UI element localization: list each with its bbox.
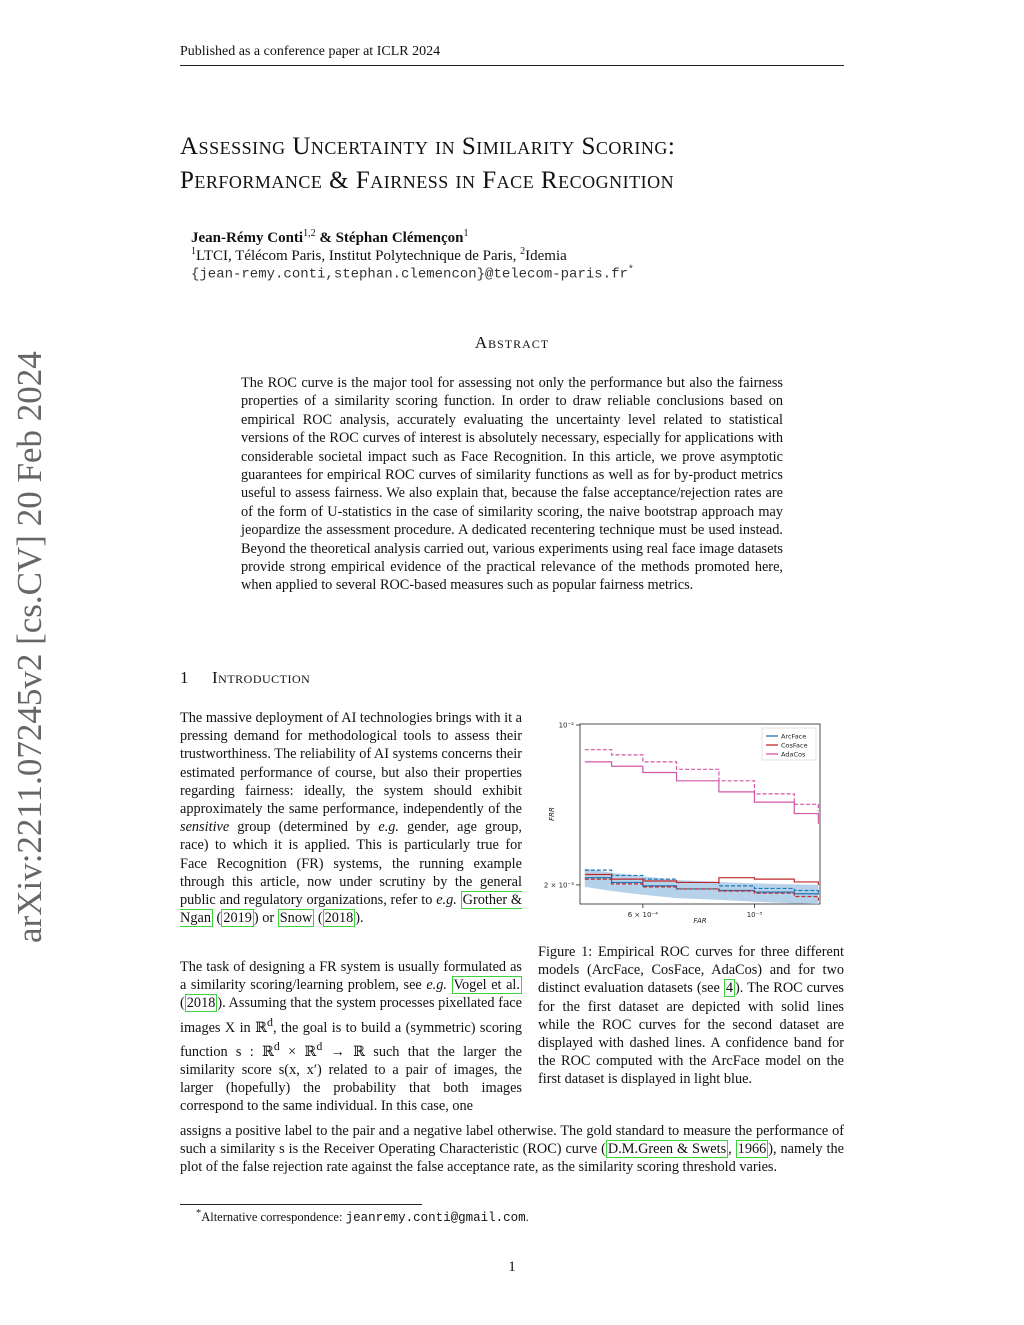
email-footnote-mark: * — [627, 265, 634, 276]
author-1: Jean-Rémy Conti — [191, 230, 304, 246]
author-2: & Stéphan Clémençon — [315, 230, 464, 246]
p2-text-e: → ℝ such that the larger the similarity score s(x, x′) related to a pair of images, the larger (hopefully) the probability that both images correspond to the same individual. In this case, one — [180, 1043, 522, 1114]
y-tick-label: 10⁻² — [558, 721, 574, 730]
section-heading — [180, 668, 310, 688]
p1-emph-eg2: e.g. — [436, 892, 457, 909]
affil-2: Idemia — [525, 248, 567, 264]
footnote-email[interactable]: jeanremy.conti@gmail.com — [345, 1211, 526, 1226]
author-email[interactable] — [191, 265, 634, 283]
citation-link-vogel[interactable]: Vogel et al. — [453, 977, 520, 994]
title-line-2: Performance & Fairness in Face Recognition — [180, 167, 675, 194]
roc-figure — [538, 716, 844, 934]
author-list — [191, 228, 469, 247]
affiliations — [191, 246, 567, 265]
p3-text-b: ), namely the plot of the false rejection rate against the false acceptance rate, as the similarity scoring threshold varies. — [180, 1141, 845, 1176]
affil-1: LTCI, Télécom Paris, Institut Polytechnique de Paris, — [196, 248, 521, 264]
arxiv-stamp[interactable]: arXiv:2211.07245v2 [cs.CV] 20 Feb 2024 — [10, 351, 49, 943]
paper-title — [180, 130, 880, 198]
intro-paragraph-2: The task of designing a FR system is usually formulated as a similarity scoring/learning problem, see e.g. Vogel et al. ( 2018 ). Assuming that the system processes pixellated face images X in ℝ$^d$, the goal is to build a (symmetric) scoring function s : ℝ$^d$ × ℝ$^d$ → ℝ such that the larger the similarity score s(x, x′) related to a pair of images, the larger (hopefully) the probability that both images correspond to the same individual. In this case, one — [180, 959, 523, 1114]
citation-link-snow[interactable]: Snow — [279, 910, 313, 927]
intro-paragraph-3: assigns a positive label to the pair and a negative label otherwise. The gold standard to measure the performance of such a similarity s is the Receiver Operating Characteristic (ROC) curve ( D.M.Green & Swets , 1966 ), namely the plot of the false rejection rate against the false acceptance rate, as the similarity scoring threshold varies. — [180, 1123, 845, 1176]
affil-1-mark: 1 — [191, 246, 196, 257]
intro-paragraph-1: The massive deployment of AI technologies brings with it a pressing demand for methodological tools to assess their trustworthiness. The reliability of AI systems concerns their estimated performance of course, but also their properties regarding fairness: ideally, the system should exhibit approximately the same performance, independently of the sensitive group (determined by e.g. gender, age group, race) to which it is applied. This is particularly true for Face Recognition (FR) systems, the running example through this article, now under scrutiny by the general public and regulatory organizations, refer to e.g. Grother & Ngan ( 2019 ) or Snow ( 2018 ). — [180, 710, 523, 927]
figure-caption — [538, 943, 844, 1089]
author-1-affil: 1,2 — [303, 228, 316, 239]
p1-text-c: gender, age group, race) to which it is applied. This is particularly true for Face Recognition (FR) systems, the running example through this article, now under scrutiny by the general public and regulatory organizations, refer to — [180, 819, 522, 909]
legend-label-arcface: ArcFace — [781, 732, 807, 741]
legend-label-cosface: CosFace — [781, 741, 808, 750]
series-line-adacos-solid — [585, 762, 819, 824]
p1-or: or — [258, 910, 278, 927]
legend-label-adacos: AdaCos — [781, 750, 806, 759]
citation-year-grother[interactable]: 2019 — [223, 910, 252, 927]
footnote-mark: * — [196, 1208, 202, 1219]
citation-link-green[interactable]: D.M.Green & Swets — [607, 1141, 727, 1158]
footnote-rule — [180, 1204, 422, 1205]
confidence-band — [585, 868, 819, 904]
p1-text-a: The massive deployment of AI technologies brings with it a pressing demand for methodological tools to assess their trustworthiness. The reliability of AI systems concerns their estimated performance of course, but also their properties regarding fairness: ideally, the system should exhibit approximately the same performance, independently of the — [180, 710, 523, 818]
section-number: 1 — [180, 668, 189, 687]
x-tick-label: 6 × 10⁻⁴ — [627, 911, 658, 919]
x-axis-label: FAR — [693, 917, 707, 925]
p1-text-b: group (determined by — [229, 819, 379, 836]
p2-text-c: , the goal is to build a (symmetric) scoring function s : ℝ — [180, 1019, 523, 1060]
citation-link-grother[interactable]: Grother & Ngan — [180, 892, 522, 927]
x-tick-label: 10⁻³ — [746, 911, 763, 919]
author-2-affil: 1 — [463, 228, 469, 239]
footnote — [196, 1208, 529, 1225]
citation-year-green[interactable]: 1966 — [737, 1141, 767, 1158]
p2-sup-d1: d — [266, 1014, 273, 1029]
section-ref-link[interactable]: 4 — [725, 980, 734, 997]
y-axis-label: FRR — [548, 807, 556, 821]
p2-sup-d2: d — [273, 1038, 280, 1053]
p1-emph-eg1: e.g. — [378, 819, 400, 836]
email-text[interactable]: {jean-remy.conti,stephan.clemencon}@telecom-paris.fr — [191, 266, 628, 283]
citation-year-snow[interactable]: 2018 — [324, 910, 354, 927]
section-title: Introduction — [212, 668, 311, 687]
header-rule — [180, 65, 844, 66]
page-number: 1 — [508, 1259, 516, 1275]
p2-sup-d3: d — [316, 1038, 323, 1053]
roc-chart — [538, 716, 844, 934]
running-header: Published as a conference paper at ICLR 2024 — [180, 44, 441, 59]
abstract-heading: Abstract — [474, 333, 550, 352]
footnote-end: . — [525, 1210, 529, 1225]
title-line-1: Assessing Uncertainty in Similarity Scoring: — [180, 133, 676, 160]
citation-year-vogel[interactable]: 2018 — [186, 995, 216, 1012]
p1-emph-sensitive: sensitive — [180, 819, 230, 836]
caption-text-a: Figure 1: Empirical ROC curves for three different models (ArcFace, CosFace, AdaCos) and for two distinct evaluation datasets (see — [538, 944, 844, 997]
y-tick-label: 2 × 10⁻³ — [543, 881, 574, 890]
affil-2-mark: 2 — [520, 246, 526, 257]
p2-text-b: . Assuming that the system processes pixellated face images X in ℝ — [180, 995, 522, 1036]
abstract-body: The ROC curve is the major tool for assessing not only the performance but also the fairness properties of a similarity scoring function. In order to draw reliable conclusions based on empirical ROC analysis, accurately evaluating the uncertainty level related to statistical versions of the ROC curves of interest is absolutely necessary, especially for applications with considerable societal impact such as Face Recognition. In this article, we prove asymptotic guarantees for empirical ROC curves of similarity functions as well as for by-product metrics useful to assess fairness. We also explain that, because the false acceptance/rejection rates are of the form of U-statistics in the case of similarity scoring, the naive bootstrap approach may jeopardize the assessment procedure. A dedicated recentering technique must be used instead. Beyond the theoretical analysis carried out, various experiments using real face image datasets provide strong empirical evidence of the practical relevance of the methods promoted here, when applied to several ROC-based measures such as popular fairness metrics. — [241, 375, 783, 594]
p2-emph-eg: e.g. — [426, 977, 447, 994]
p3-text-a: assigns a positive label to the pair and a negative label otherwise. The gold standard to measure the performance of such a similarity s is the Receiver Operating Characteristic (ROC) curve ( — [180, 1123, 844, 1158]
p1-end: . — [360, 910, 364, 927]
caption-text-b: ). The ROC curves for the first dataset are depicted with solid lines while the ROC curves for the second dataset are displayed with dashed lines. A confidence band for the ROC computed with the ArcFace model on the first dataset is displayed in light blue. — [538, 980, 844, 1088]
footnote-text: Alternative correspondence: — [201, 1210, 346, 1225]
p2-text-a: The task of designing a FR system is usually formulated as a similarity scoring/learning problem, see — [180, 959, 522, 994]
p2-times: × ℝ — [279, 1043, 317, 1060]
